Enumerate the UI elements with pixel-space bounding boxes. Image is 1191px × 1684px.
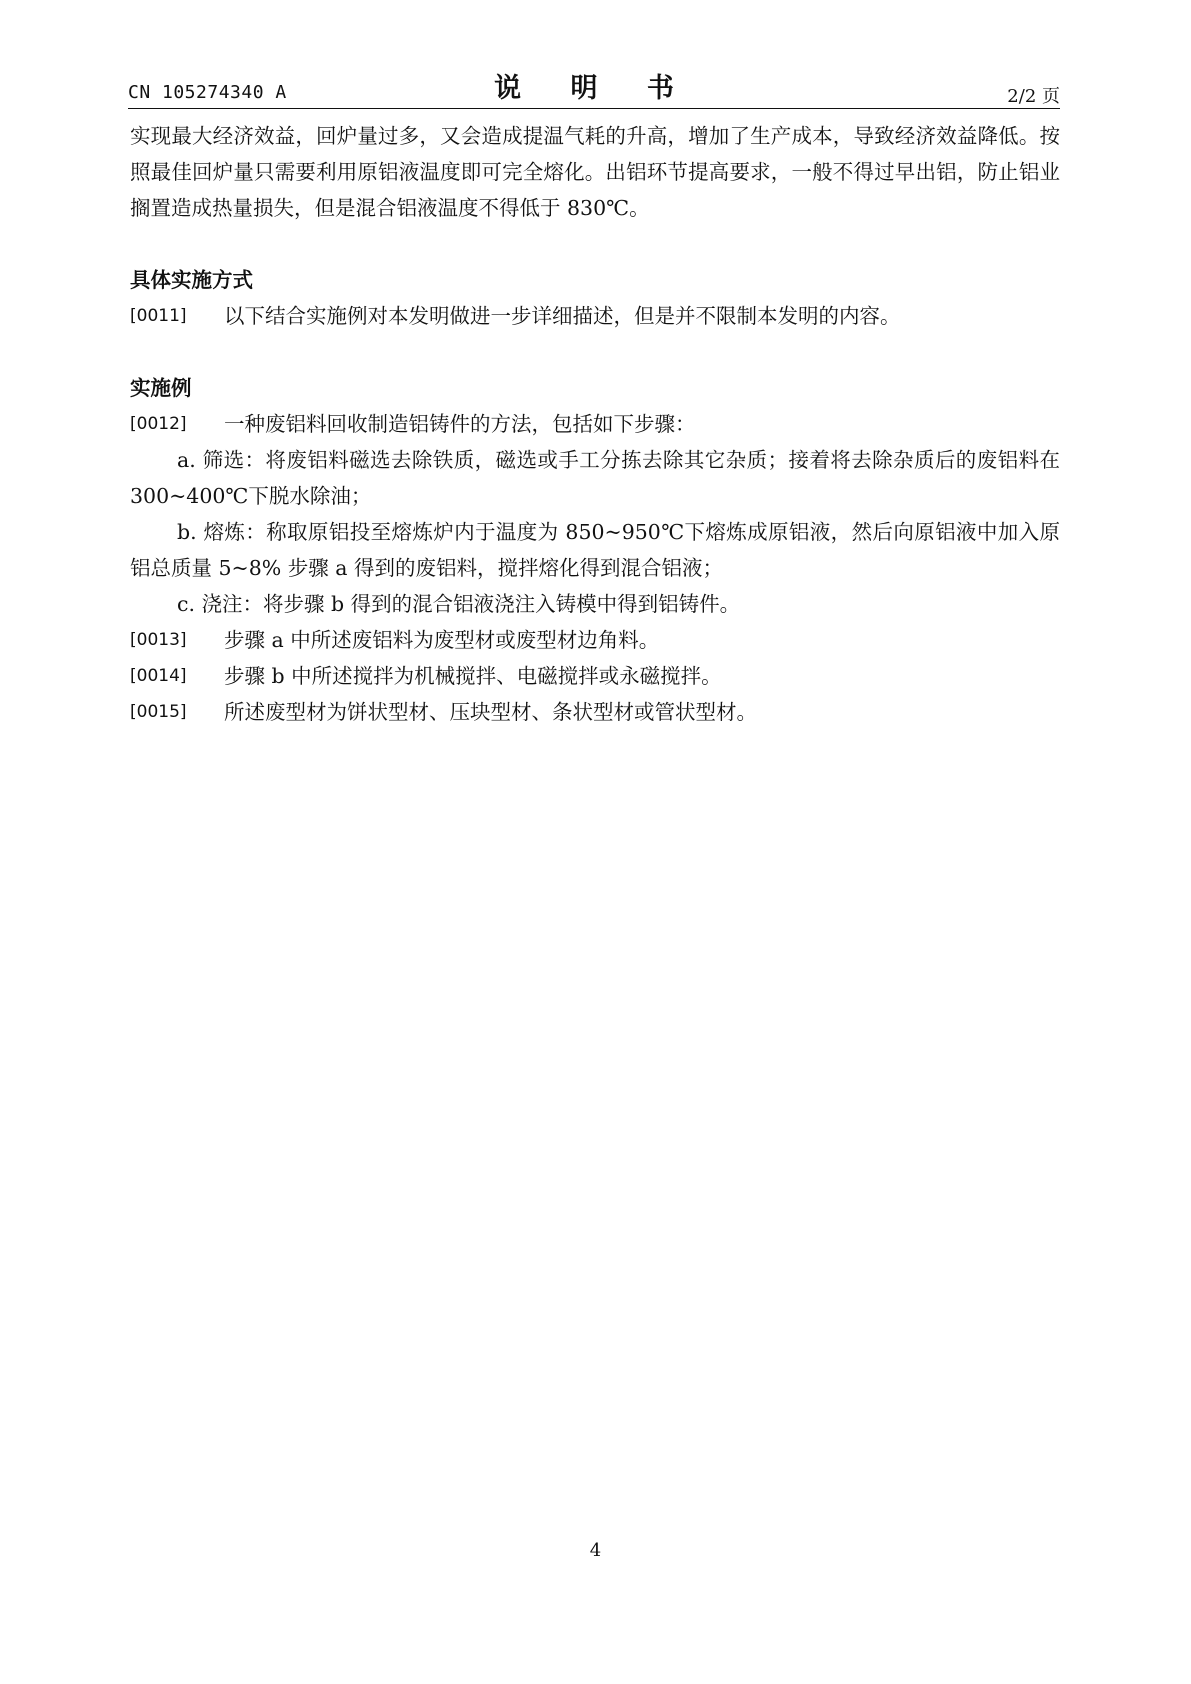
paragraph-0013 <box>130 622 1060 658</box>
continued-paragraph: 实现最大经济效益，回炉量过多，又会造成提温气耗的升高，增加了生产成本，导致经济效益降低。按照最佳回炉量只需要利用原铝液温度即可完全熔化。出铝环节提高要求，一般不得过早出铝，防止铝业搁置造成热量损失，但是混合铝液温度不得低于 830℃。 <box>130 124 1060 220</box>
paragraph-text: 步骤 b 中所述搅拌为机械搅拌、电磁搅拌或永磁搅拌。 <box>224 664 722 688</box>
paragraph-0015 <box>130 694 1060 730</box>
document-body <box>130 118 1060 730</box>
section-heading-embodiment: 具体实施方式 <box>130 268 253 292</box>
paragraph-0011 <box>130 298 1060 334</box>
step-b-smelting: b. 熔炼：称取原铝投至熔炼炉内于温度为 850~950℃下熔炼成原铝液，然后向原铝液中加入原铝总质量 5~8% 步骤 a 得到的废铝料，搅拌熔化得到混合铝液； <box>130 520 1060 580</box>
page-indicator: 2/2 页 <box>1007 86 1060 107</box>
publication-number: CN 105274340 A <box>128 82 287 103</box>
paragraph-number: [0015] <box>130 702 187 722</box>
step-a-screening: a. 筛选：将废铝料磁选去除铁质，磁选或手工分拣去除其它杂质；接着将去除杂质后的废铝料在 300~400℃下脱水除油； <box>130 448 1060 508</box>
page-header <box>128 60 1060 108</box>
step-c-casting: c. 浇注：将步骤 b 得到的混合铝液浇注入铸模中得到铝铸件。 <box>177 592 741 616</box>
paragraph-number: [0013] <box>130 630 187 650</box>
paragraph-text: 一种废铝料回收制造铝铸件的方法，包括如下步骤： <box>224 412 696 436</box>
header-divider <box>128 108 1060 109</box>
section-heading-example: 实施例 <box>130 376 192 400</box>
paragraph-number: [0011] <box>130 306 187 326</box>
section-spacer <box>130 334 1060 370</box>
paragraph-text: 以下结合实施例对本发明做进一步详细描述，但是并不限制本发明的内容。 <box>224 304 901 328</box>
paragraph-0014 <box>130 658 1060 694</box>
document-title: 说 明 书 <box>494 73 694 104</box>
paragraph-number: [0012] <box>130 414 187 434</box>
paragraph-text: 步骤 a 中所述废铝料为废型材或废型材边角料。 <box>224 628 660 652</box>
paragraph-number: [0014] <box>130 666 187 686</box>
page-number: 4 <box>589 1540 602 1561</box>
paragraph-0012 <box>130 406 1060 442</box>
paragraph-text: 所述废型材为饼状型材、压块型材、条状型材或管状型材。 <box>224 700 757 724</box>
